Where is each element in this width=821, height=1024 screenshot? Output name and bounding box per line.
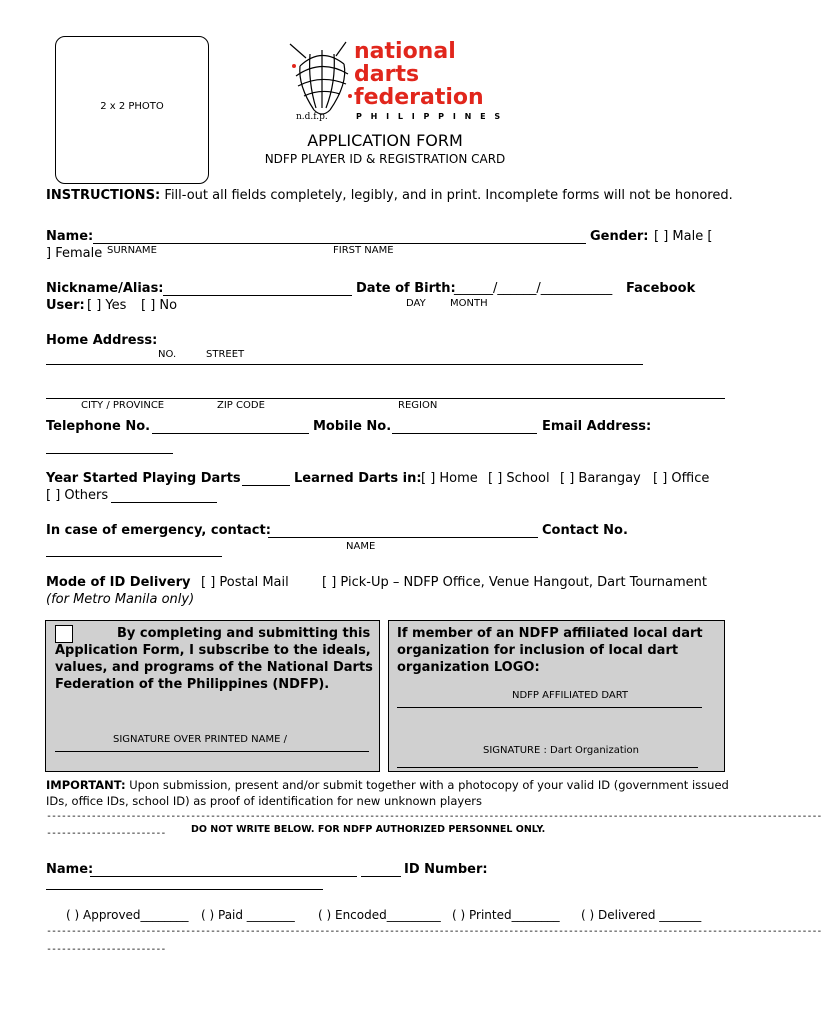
address-line-2[interactable] [46, 398, 725, 399]
office-name-field-2[interactable] [361, 876, 401, 877]
logo-federation: federation [354, 85, 484, 110]
month-caption: MONTH [450, 298, 488, 309]
affiliate-line-3: organization LOGO: [397, 660, 540, 675]
affiliate-signature-field[interactable] [397, 767, 698, 768]
form-subtitle: NDFP PLAYER ID & REGISTRATION CARD [264, 152, 506, 166]
contact-no-label: Contact No. [542, 523, 628, 538]
nickname-label: Nickname/Alias: [46, 281, 164, 296]
instructions-label: INSTRUCTIONS: [46, 188, 161, 203]
divider-1: ------------------------------------------------------------------------------------------------------------------------------------------------------------ [46, 811, 821, 822]
learned-office-checkbox[interactable]: [ ] Office [653, 471, 710, 486]
id-number-field[interactable] [46, 889, 323, 890]
dart-globe-icon [286, 36, 356, 122]
form-title: APPLICATION FORM [307, 131, 463, 150]
address-line-1[interactable] [46, 364, 643, 365]
consent-signature-caption: SIGNATURE OVER PRINTED NAME / [113, 734, 287, 745]
important-text-1: Upon submission, present and/or submit together with a photocopy of your valid ID (government issued [129, 778, 729, 792]
important-label: IMPORTANT: [46, 778, 126, 792]
office-use-notice: DO NOT WRITE BELOW. FOR NDFP AUTHORIZED PERSONNEL ONLY. [191, 824, 546, 835]
gender-label: Gender: [590, 229, 649, 244]
affiliate-signature-caption: SIGNATURE : Dart Organization [483, 745, 639, 756]
consent-line-2: Application Form, I subscribe to the ideals, [55, 643, 371, 658]
female-checkbox[interactable]: ] Female [46, 246, 103, 261]
important-line-1 [46, 778, 729, 792]
emergency-name-field[interactable] [268, 537, 538, 538]
paid-checkbox[interactable]: ( ) Paid ________ [201, 908, 295, 922]
approved-checkbox[interactable]: ( ) Approved________ [66, 908, 189, 922]
telephone-field[interactable] [152, 433, 309, 434]
delivery-label: Mode of ID Delivery [46, 575, 191, 590]
delivery-note: (for Metro Manila only) [46, 592, 195, 607]
emergency-name-caption: NAME [346, 541, 376, 552]
day-caption: DAY [406, 298, 426, 309]
pickup-checkbox[interactable]: [ ] Pick-Up – NDFP Office, Venue Hangout, Dart Tournament [322, 575, 707, 590]
telephone-label: Telephone No. [46, 419, 151, 434]
affiliate-line-2: organization for inclusion of local dart [397, 643, 679, 658]
no-caption: NO. [158, 349, 177, 360]
consent-signature-field[interactable] [55, 751, 369, 752]
divider-2-tail: ------------------------ [46, 944, 166, 955]
learned-school-checkbox[interactable]: [ ] School [488, 471, 550, 486]
affiliated-dart-caption: NDFP AFFILIATED DART [512, 690, 629, 701]
affiliate-line-1: If member of an NDFP affiliated local dart [397, 626, 703, 641]
consent-line-3: values, and programs of the National Darts [55, 660, 373, 675]
learned-home-checkbox[interactable]: [ ] Home [421, 471, 478, 486]
mobile-field[interactable] [392, 433, 537, 434]
facebook-yes-checkbox[interactable]: [ ] Yes [87, 298, 127, 313]
region-caption: REGION [398, 400, 438, 411]
affiliated-dart-field[interactable] [397, 707, 702, 708]
name-label: Name: [46, 229, 94, 244]
learned-others-field[interactable] [111, 502, 217, 503]
mobile-label: Mobile No. [313, 419, 392, 434]
street-caption: STREET [206, 349, 245, 360]
year-started-field[interactable] [242, 485, 290, 486]
important-line-2: IDs, office IDs, school ID) as proof of identification for new unknown players [46, 794, 483, 808]
postal-mail-checkbox[interactable]: [ ] Postal Mail [201, 575, 289, 590]
emergency-label: In case of emergency, contact: [46, 523, 271, 538]
divider-1-tail: ------------------------ [46, 828, 166, 839]
consent-box [45, 620, 380, 772]
printed-checkbox[interactable]: ( ) Printed________ [452, 908, 560, 922]
learned-others-checkbox[interactable]: [ ] Others [46, 488, 109, 503]
home-address-label: Home Address: [46, 333, 158, 348]
id-number-label: ID Number: [404, 862, 488, 877]
encoded-checkbox[interactable]: ( ) Encoded_________ [318, 908, 441, 922]
learned-darts-label: Learned Darts in: [294, 471, 422, 486]
instructions [46, 188, 733, 203]
office-name-field[interactable] [90, 876, 357, 877]
male-checkbox[interactable]: [ ] Male [ [654, 229, 713, 244]
year-started-label: Year Started Playing Darts [46, 471, 241, 486]
facebook-label: Facebook [626, 281, 696, 296]
facebook-no-checkbox[interactable]: [ ] No [141, 298, 178, 313]
logo-country: P H I L I P P I N E S [356, 112, 504, 121]
consent-line-1: By completing and submitting this [117, 626, 371, 641]
city-caption: CITY / PROVINCE [81, 400, 165, 411]
name-field[interactable] [93, 243, 586, 244]
logo-abbr: n.d.f.p. [296, 112, 328, 122]
office-name-label: Name: [46, 862, 94, 877]
instructions-text: Fill-out all fields completely, legibly, and in print. Incomplete forms will not be honored. [164, 188, 733, 203]
nickname-field[interactable] [163, 295, 352, 296]
zip-caption: ZIP CODE [217, 400, 265, 411]
consent-checkbox[interactable] [55, 625, 73, 643]
first-name-caption: FIRST NAME [333, 245, 394, 256]
delivered-checkbox[interactable]: ( ) Delivered _______ [581, 908, 702, 922]
divider-2: ------------------------------------------------------------------------------------------------------------------------------------------------------------ [46, 926, 821, 937]
logo-national: national [354, 39, 456, 64]
email-field[interactable] [46, 453, 173, 454]
email-label: Email Address: [542, 419, 652, 434]
learned-barangay-checkbox[interactable]: [ ] Barangay [560, 471, 641, 486]
dob-label: Date of Birth: [356, 281, 456, 296]
facebook-user-label: User: [46, 298, 85, 313]
consent-line-4: Federation of the Philippines (NDFP). [55, 677, 330, 692]
contact-no-field[interactable] [46, 556, 222, 557]
logo-darts: darts [354, 62, 420, 87]
dob-field[interactable]: ______/______/___________ [454, 281, 613, 296]
photo-label: 2 x 2 PHOTO [100, 101, 164, 112]
surname-caption: SURNAME [107, 245, 157, 256]
affiliate-box [388, 620, 725, 772]
